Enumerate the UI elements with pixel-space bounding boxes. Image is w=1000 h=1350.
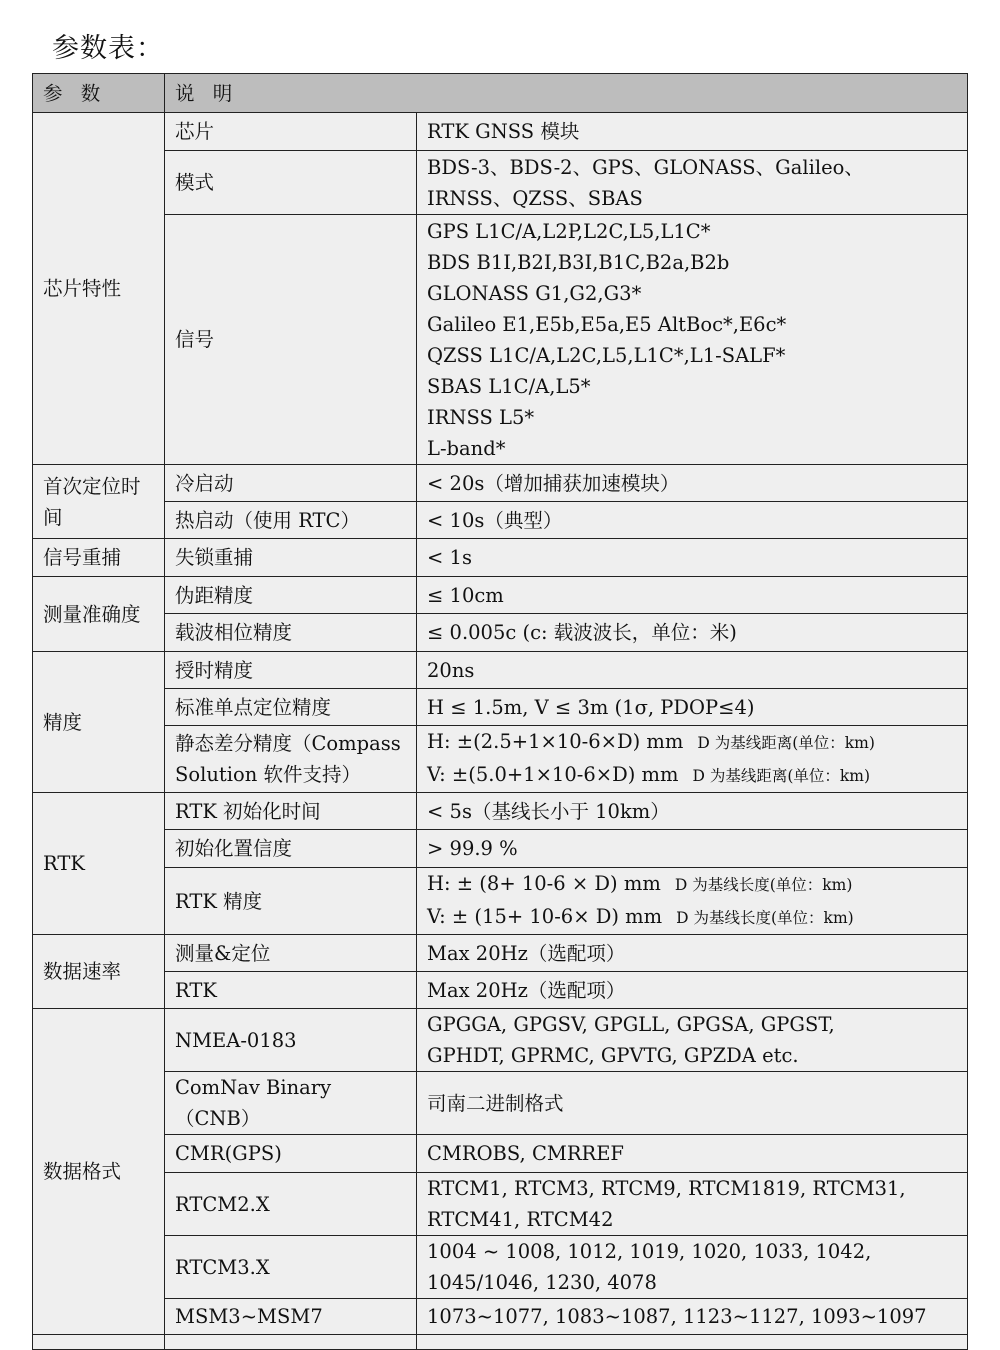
value-line: BDS B1I,B2I,B3I,B1C,B2a,B2b	[427, 250, 730, 274]
item-msm: MSM3~MSM7	[165, 1299, 417, 1335]
value-v: V: ±(5.0+1×10-6×D) mm	[427, 763, 679, 786]
item-rtk-accuracy: RTK 精度	[165, 868, 417, 935]
category-rtk: RTK	[33, 793, 165, 935]
item-single-point: 标准单点定位精度	[165, 689, 417, 726]
value-note: D 为基线距离(单位：km)	[697, 734, 875, 752]
value-rtk-init-time: < 5s（基线长小于 10km）	[417, 793, 968, 830]
table-row	[33, 215, 968, 465]
value-hot-start: < 10s（典型）	[417, 502, 968, 539]
value-rtk-rate: Max 20Hz（选配项）	[417, 972, 968, 1009]
header-description: 说 明	[165, 74, 968, 113]
table-row	[33, 1299, 968, 1335]
value-line	[427, 759, 957, 792]
category-measurement-accuracy: 测量准确度	[33, 577, 165, 652]
value-cnb: 司南二进制格式	[417, 1072, 968, 1135]
value-line: GLONASS G1,G2,G3*	[427, 281, 642, 305]
category-reacquisition: 信号重捕	[33, 539, 165, 577]
item-rtcm2: RTCM2.X	[165, 1173, 417, 1236]
value-mode	[417, 151, 968, 215]
value-line	[427, 868, 957, 901]
value-line: IRNSS L5*	[427, 405, 535, 429]
value-line	[427, 901, 957, 934]
value-line: GPHDT, GPRMC, GPVTG, GPZDA etc.	[427, 1044, 799, 1067]
value-line: 1004 ~ 1008, 1012, 1019, 1020, 1033, 1042,	[427, 1240, 872, 1263]
table-row	[33, 614, 968, 652]
value-meas-positioning: Max 20Hz（选配项）	[417, 935, 968, 972]
table-cell-empty	[33, 1335, 165, 1350]
table-row	[33, 652, 968, 689]
item-rtk-rate: RTK	[165, 972, 417, 1009]
item-meas-positioning: 测量&定位	[165, 935, 417, 972]
table-row	[33, 577, 968, 614]
item-line: Solution 软件支持）	[175, 763, 361, 786]
value-line: RTCM1, RTCM3, RTCM9, RTCM1819, RTCM31,	[427, 1177, 906, 1200]
table-header-row	[33, 74, 968, 113]
table-row	[33, 539, 968, 577]
value-line: QZSS L1C/A,L2C,L5,L1C*,L1-SALF*	[427, 343, 786, 367]
item-chip: 芯片	[165, 113, 417, 151]
value-rtcm3	[417, 1236, 968, 1299]
item-line: 静态差分精度（Compass	[175, 732, 401, 755]
table-row	[33, 502, 968, 539]
value-pseudorange: ≤ 10cm	[417, 577, 968, 614]
value-rtcm2	[417, 1173, 968, 1236]
table-cell-empty	[417, 1335, 968, 1350]
value-loss-reacq: < 1s	[417, 539, 968, 577]
value-h: H: ±(2.5+1×10-6×D) mm	[427, 730, 684, 753]
item-cold-start: 冷启动	[165, 465, 417, 502]
item-nmea: NMEA-0183	[165, 1009, 417, 1072]
value-note: D 为基线长度(单位：km)	[676, 909, 854, 927]
item-cnb: ComNav Binary（CNB）	[165, 1072, 417, 1135]
value-line	[427, 726, 957, 759]
value-note: D 为基线长度(单位：km)	[674, 876, 853, 894]
value-line: SBAS L1C/A,L5*	[427, 374, 591, 398]
item-hot-start: 热启动（使用 RTC）	[165, 502, 417, 539]
category-precision: 精度	[33, 652, 165, 793]
item-carrier-phase: 载波相位精度	[165, 614, 417, 652]
table-row	[33, 935, 968, 972]
table-row	[33, 1072, 968, 1135]
item-rtk-init-time: RTK 初始化时间	[165, 793, 417, 830]
page-title: 参数表：	[52, 33, 164, 64]
item-loss-reacq: 失锁重捕	[165, 539, 417, 577]
item-pseudorange: 伪距精度	[165, 577, 417, 614]
value-line: IRNSS、QZSS、SBAS	[427, 186, 643, 210]
header-category: 参 数	[33, 74, 165, 113]
value-signal	[417, 215, 968, 465]
table-row	[33, 972, 968, 1009]
value-note: D 为基线距离(单位：km)	[692, 767, 871, 785]
table-row	[33, 726, 968, 793]
table-row	[33, 465, 968, 502]
table-row	[33, 1173, 968, 1236]
item-rtcm3: RTCM3.X	[165, 1236, 417, 1299]
value-line: BDS-3、BDS-2、GPS、GLONASS、Galileo、	[427, 155, 864, 179]
value-rtk-accuracy	[417, 868, 968, 935]
value-msm: 1073~1077, 1083~1087, 1123~1127, 1093~1097	[417, 1299, 968, 1335]
value-line: RTCM41, RTCM42	[427, 1208, 614, 1231]
value-init-confidence: > 99.9 %	[417, 830, 968, 868]
value-nmea	[417, 1009, 968, 1072]
category-data-rate: 数据速率	[33, 935, 165, 1009]
parameter-table	[32, 73, 968, 1350]
table-row-continued	[33, 1335, 968, 1350]
value-v: V: ± (15+ 10-6× D) mm	[427, 905, 663, 928]
category-chip-features: 芯片特性	[33, 113, 165, 465]
table-row	[33, 689, 968, 726]
value-cold-start: < 20s（增加捕获加速模块）	[417, 465, 968, 502]
table-row	[33, 830, 968, 868]
value-line: Galileo E1,E5b,E5a,E5 AltBoc*,E6c*	[427, 312, 787, 336]
item-cmr: CMR(GPS)	[165, 1135, 417, 1173]
table-row	[33, 793, 968, 830]
item-timing: 授时精度	[165, 652, 417, 689]
value-static-diff	[417, 726, 968, 793]
table-row	[33, 1135, 968, 1173]
category-ttff: 首次定位时间	[33, 465, 165, 539]
category-data-format: 数据格式	[33, 1009, 165, 1335]
table-row	[33, 1236, 968, 1299]
value-line: L-band*	[427, 436, 506, 460]
value-line: GPS L1C/A,L2P,L2C,L5,L1C*	[427, 219, 711, 243]
table-row	[33, 868, 968, 935]
item-init-confidence: 初始化置信度	[165, 830, 417, 868]
value-carrier-phase: ≤ 0.005c (c: 载波波长，单位：米)	[417, 614, 968, 652]
table-row	[33, 113, 968, 151]
item-signal: 信号	[165, 215, 417, 465]
value-cmr: CMROBS, CMRREF	[417, 1135, 968, 1173]
table-cell-empty	[165, 1335, 417, 1350]
table-row	[33, 151, 968, 215]
value-chip: RTK GNSS 模块	[417, 113, 968, 151]
value-line: 1045/1046, 1230, 4078	[427, 1271, 657, 1294]
value-line: GPGGA, GPGSV, GPGLL, GPGSA, GPGST,	[427, 1013, 835, 1036]
value-h: H: ± (8+ 10-6 × D) mm	[427, 872, 661, 895]
table-row	[33, 1009, 968, 1072]
value-single-point: H ≤ 1.5m, V ≤ 3m (1σ, PDOP≤4)	[417, 689, 968, 726]
item-mode: 模式	[165, 151, 417, 215]
value-timing: 20ns	[417, 652, 968, 689]
item-static-diff	[165, 726, 417, 793]
